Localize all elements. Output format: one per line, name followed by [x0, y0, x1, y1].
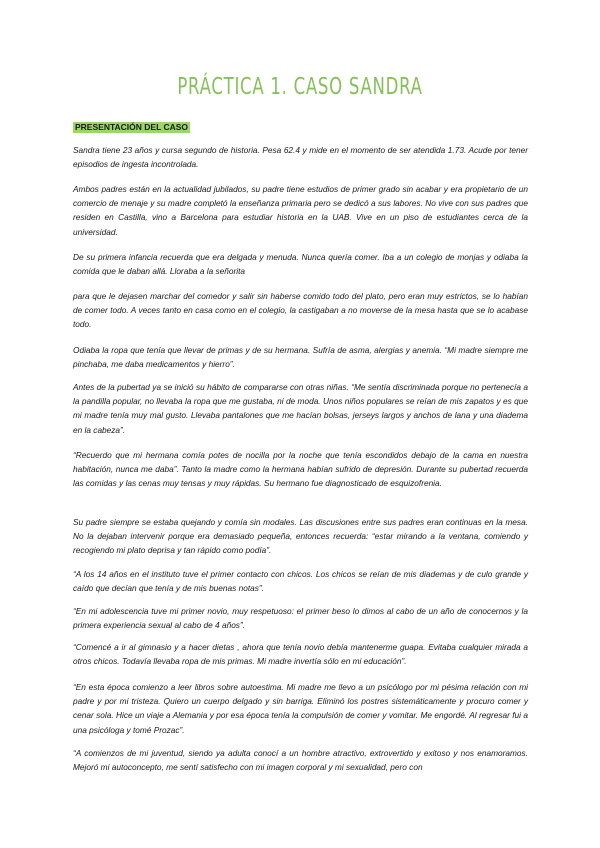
section-heading: PRESENTACIÓN DEL CASO [75, 122, 189, 132]
paragraph: Ambos padres están en la actualidad jubilados, su padre tiene estudios de primer grado sin acabar y era propietario de un comercio de menaje y su madre completó la enseñanza primaria pero se dedicó a sus labores. No vive con sus padres que residen en Castilla, vino a Barcelona para estudiar historia en la UAB. Vive en un piso de estudiantes cerca de la universidad. [73, 184, 528, 237]
paragraph: “A comienzos de mi juventud, siendo ya adulta conocí a un hombre atractivo, extrovertido y exitoso y nos enamoramos. Mejoró mi autoconcepto, me sentí satisfecho con mi imagen corporal y mi sexualidad, pero con [73, 748, 528, 773]
paragraph: para que le dejasen marchar del comedor y salir sin haberse comido todo del plato, pero eran muy estrictos, se lo habían de comer todo. A veces tanto en casa como en el colegio, la castigaban a no moverse de la mesa hasta que se lo acabase todo. [73, 291, 528, 330]
paragraph: “Comencé a ir al gimnasio y a hacer dietas , ahora que tenía novio debía mantenerme guapa. Evitaba cualquier mirada a otros chicos. Todavía llevaba ropa de mis primas. Mi madre invertía sólo en mi educación”. [73, 642, 528, 667]
paragraph: Sandra tiene 23 años y cursa segundo de historia. Pesa 62.4 y mide en el momento de ser atendida 1.73. Acude por tener episodios de ingesta incontrolada. [73, 145, 528, 170]
paragraph: Odiaba la ropa que tenía que llevar de primas y de su hermana. Sufría de asma, alergias y anemia. “Mi madre siempre me pinchaba, me daba medicamentos y hierro”. [73, 345, 528, 370]
paragraph: “En mi adolescencia tuve mi primer novio, muy respetuoso: el primer beso lo dimos al cabo de un año de conocernos y la primera experiencia sexual al cabo de 4 años”. [73, 606, 528, 631]
paragraph: Su padre siempre se estaba quejando y comía sin modales. Las discusiones entre sus padres eran continuas en la mesa. No la dejaban intervenir porque era demasiado pequeña, entonces recuerda: “estar mirando a la ventana, comiendo y recogiendo mi plato deprisa y tan rápido como podía”. [73, 517, 528, 556]
paragraph: “Recuerdo que mi hermana comía potes de nocilla por la noche que tenía escondidos debajo de la cama en nuestra habitación, nunca me daba”. Tanto la madre como la hermana habían sufrido de depresión. Durante su pubertad recuerda las comidas y las cenas muy tensas y muy rápidas. Su hermano fue diagnosticado de esquizofrenia. [73, 450, 528, 489]
page-title: PRÁCTICA 1. CASO SANDRA [177, 74, 423, 100]
paragraph: Antes de la pubertad ya se inició su hábito de compararse con otras niñas. “Me sentía discriminada porque no pertenecía a la pandilla popular, no llevaba la ropa que me gustaba, ni de moda. Unos niños populares se reían de mis zapatos y es que mi madre tenía muy mal gusto. Llevaba pantalones que me hacían bolsas, jerseys largos y anchos de lana y una diadema en la cabeza”. [73, 382, 528, 435]
paragraph: “En esta época comienzo a leer libros sobre autoestima. Mi madre me llevo a un psicólogo por mi pésima relación con mi padre y por mi tristeza. Quiero un cuerpo delgado y sin barriga. Eliminó los postres sistemáticamente y procuro comer y cenar sola. Hice un viaje a Alemania y por esa época tenía la compulsión de comer y vomitar. Me engordé. Al regresar fui a una psicóloga y tomé Prozac”. [73, 682, 528, 735]
paragraph: “A los 14 años en el instituto tuve el primer contacto con chicos. Los chicos se reían de mis diademas y de culo grande y caído que decían que tenía y de mis buenas notas”. [73, 569, 528, 594]
paragraph: De su primera infancia recuerda que era delgada y menuda. Nunca quería comer. Iba a un colegio de monjas y odiaba la comida que le daban allá. Lloraba a la señorita [73, 252, 528, 277]
